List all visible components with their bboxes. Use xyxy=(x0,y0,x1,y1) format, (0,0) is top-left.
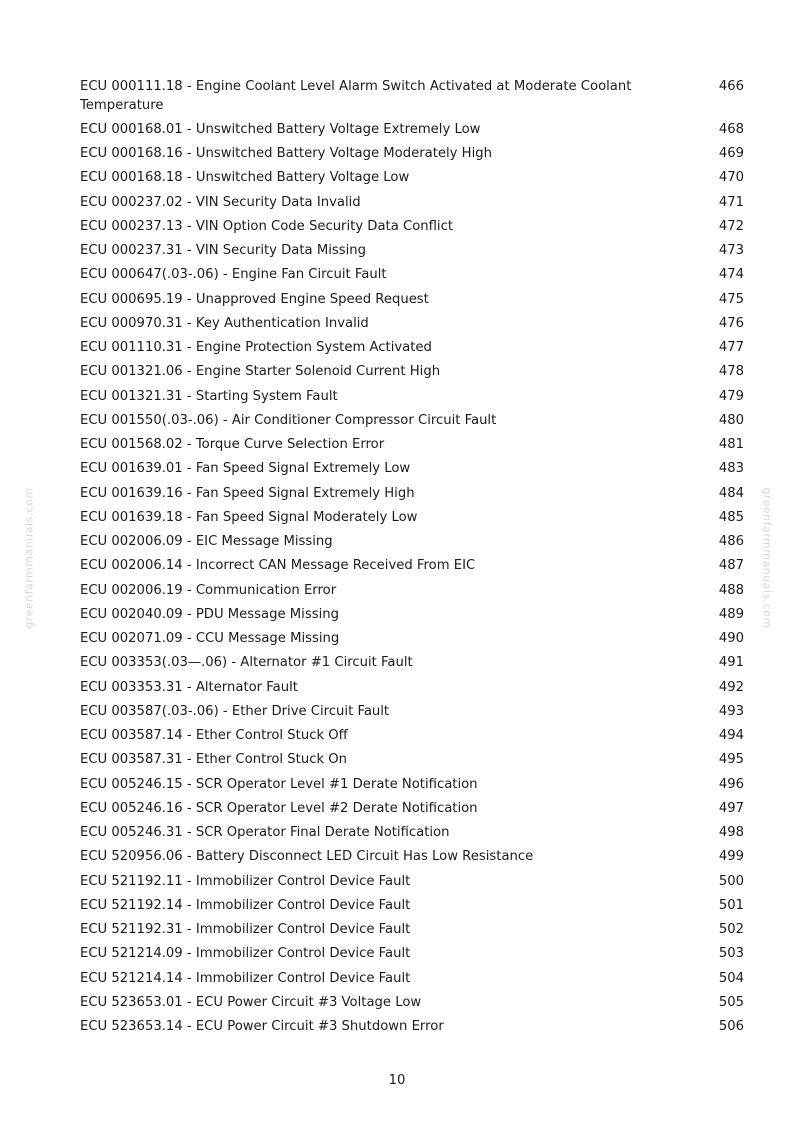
toc-entry[interactable] xyxy=(80,266,744,285)
toc-entry-title: ECU 521192.14 - Immobilizer Control Device Fault xyxy=(80,897,411,913)
toc-entry-title: ECU 523653.14 - ECU Power Circuit #3 Shutdown Error xyxy=(80,1019,444,1034)
toc-entry[interactable] xyxy=(80,848,744,867)
toc-entry[interactable] xyxy=(80,509,744,528)
watermark-right: greenfarmmanuals.com xyxy=(760,487,774,629)
toc-entry[interactable] xyxy=(80,703,744,722)
toc-entry[interactable] xyxy=(80,630,744,649)
toc-entry-title: ECU 005246.31 - SCR Operator Final Derate Notification xyxy=(80,825,450,840)
toc-entry-title: ECU 520956.06 - Battery Disconnect LED Circuit Has Low Resistance xyxy=(80,849,534,865)
toc-entry-title: ECU 001639.16 - Fan Speed Signal Extremely High xyxy=(80,485,415,501)
toc-entry[interactable] xyxy=(80,776,744,795)
toc-entry[interactable] xyxy=(80,291,744,310)
toc-entry-title: ECU 521214.09 - Immobilizer Control Device Fault xyxy=(80,946,411,962)
toc-entry-title: ECU 000237.02 - VIN Security Data Invalid xyxy=(80,194,361,210)
toc-entry[interactable] xyxy=(80,363,744,382)
page-number: 10 xyxy=(388,1073,406,1088)
toc-entry-title: ECU 003353.31 - Alternator Fault xyxy=(80,679,298,695)
toc-entry[interactable] xyxy=(80,751,744,770)
toc-entry[interactable] xyxy=(80,727,744,746)
toc-entry[interactable] xyxy=(80,460,744,479)
toc-entry-page: 489 xyxy=(718,606,744,622)
toc-entry-title: ECU 000237.31 - VIN Security Data Missing xyxy=(80,243,367,258)
toc-entry-page: 492 xyxy=(718,679,744,695)
toc-entry-page: 476 xyxy=(718,315,744,331)
toc-entry-title: ECU 000695.19 - Unapproved Engine Speed Request xyxy=(80,291,429,307)
toc-entry-title: ECU 001321.31 - Starting System Fault xyxy=(80,388,338,404)
toc-entry-page: 468 xyxy=(718,121,744,137)
toc-entry-title: ECU 001321.06 - Engine Starter Solenoid Current High xyxy=(80,364,441,380)
toc-entry[interactable] xyxy=(80,970,744,989)
toc-entry[interactable] xyxy=(80,824,744,843)
toc-entry-page: 491 xyxy=(718,655,744,671)
toc-entry-title: ECU 005246.16 - SCR Operator Level #2 Derate Notification xyxy=(80,800,478,816)
toc-entry-title: ECU 001639.18 - Fan Speed Signal Moderately Low xyxy=(80,509,418,525)
toc-entry-page: 472 xyxy=(718,218,744,234)
toc-entry-page: 500 xyxy=(718,873,744,889)
toc-entry-page: 506 xyxy=(718,1019,744,1034)
toc-entry[interactable] xyxy=(80,218,744,237)
toc-entry[interactable] xyxy=(80,654,744,673)
toc-entry-page: 483 xyxy=(718,461,744,477)
toc-entry-page: 493 xyxy=(718,703,744,719)
toc-entry-title: ECU 001110.31 - Engine Protection System Activated xyxy=(80,340,432,355)
toc-entry-title: ECU 002006.19 - Communication Error xyxy=(80,582,337,598)
toc-entry[interactable] xyxy=(80,121,744,140)
toc-entry[interactable] xyxy=(80,679,744,698)
toc-entry-title: ECU 000970.31 - Key Authentication Invalid xyxy=(80,315,369,331)
toc-entry-page: 503 xyxy=(718,946,744,962)
toc-entry[interactable] xyxy=(80,412,744,431)
toc-entry-page: 504 xyxy=(718,970,744,986)
toc-entry[interactable] xyxy=(80,169,744,188)
toc-entry-title: ECU 002006.09 - EIC Message Missing xyxy=(80,534,333,549)
table-of-contents xyxy=(80,78,744,1042)
toc-entry-page: 499 xyxy=(718,849,744,865)
toc-entry-title: ECU 001568.02 - Torque Curve Selection Error xyxy=(80,437,385,452)
toc-entry-title: ECU 003587(.03-.06) - Ether Drive Circuit Fault xyxy=(80,703,390,719)
toc-entry[interactable] xyxy=(80,436,744,455)
toc-entry[interactable] xyxy=(80,145,744,164)
toc-entry-page: 469 xyxy=(718,146,744,161)
watermark-left: greenfarmmanuals.com xyxy=(22,487,36,629)
toc-entry-page: 470 xyxy=(718,170,744,186)
toc-entry-page: 495 xyxy=(718,752,744,768)
toc-entry-page: 505 xyxy=(718,994,744,1010)
toc-entry-title: ECU 001639.01 - Fan Speed Signal Extremely Low xyxy=(80,461,411,477)
toc-entry-page: 473 xyxy=(718,243,744,258)
toc-entry-title: ECU 000111.18 - Engine Coolant Level Alarm Switch Activated at Moderate Coolant Temperature xyxy=(80,79,632,113)
toc-entry[interactable] xyxy=(80,1018,744,1037)
toc-entry-page: 496 xyxy=(718,776,744,792)
toc-entry[interactable] xyxy=(80,897,744,916)
toc-entry[interactable] xyxy=(80,315,744,334)
toc-entry-title: ECU 000168.16 - Unswitched Battery Voltage Moderately High xyxy=(80,146,492,161)
toc-entry-page: 480 xyxy=(718,412,744,428)
toc-entry[interactable] xyxy=(80,557,744,576)
toc-entry-page: 481 xyxy=(718,437,744,452)
toc-entry-page: 484 xyxy=(718,485,744,501)
toc-entry[interactable] xyxy=(80,606,744,625)
toc-entry[interactable] xyxy=(80,388,744,407)
toc-entry-title: ECU 002006.14 - Incorrect CAN Message Received From EIC xyxy=(80,558,476,574)
toc-entry-page: 479 xyxy=(718,388,744,404)
toc-entry-page: 487 xyxy=(718,558,744,574)
toc-entry-title: ECU 005246.15 - SCR Operator Level #1 Derate Notification xyxy=(80,776,478,792)
toc-entry-page: 485 xyxy=(718,509,744,525)
toc-entry-page: 471 xyxy=(718,194,744,210)
toc-entry[interactable] xyxy=(80,994,744,1013)
toc-entry[interactable] xyxy=(80,485,744,504)
toc-entry[interactable] xyxy=(80,921,744,940)
toc-entry-title: ECU 000168.18 - Unswitched Battery Voltage Low xyxy=(80,170,410,186)
toc-entry-page: 490 xyxy=(718,631,744,646)
toc-entry-title: ECU 521214.14 - Immobilizer Control Device Fault xyxy=(80,970,411,986)
toc-entry[interactable] xyxy=(80,533,744,552)
toc-entry-title: ECU 001550(.03-.06) - Air Conditioner Compressor Circuit Fault xyxy=(80,412,497,428)
toc-entry[interactable] xyxy=(80,194,744,213)
toc-entry-page: 498 xyxy=(718,825,744,840)
toc-entry-page: 475 xyxy=(718,291,744,307)
toc-entry[interactable] xyxy=(80,242,744,261)
toc-entry-page: 502 xyxy=(718,922,744,937)
toc-entry[interactable] xyxy=(80,800,744,819)
toc-entry-page: 497 xyxy=(718,800,744,816)
toc-entry-title: ECU 000168.01 - Unswitched Battery Voltage Extremely Low xyxy=(80,121,481,137)
toc-entry-page: 477 xyxy=(718,340,744,355)
toc-entry-page: 478 xyxy=(718,364,744,380)
toc-entry-page: 494 xyxy=(718,728,744,743)
toc-entry-title: ECU 003587.31 - Ether Control Stuck On xyxy=(80,752,348,768)
toc-entry-title: ECU 521192.31 - Immobilizer Control Device Fault xyxy=(80,922,411,937)
toc-entry[interactable] xyxy=(80,873,744,892)
toc-entry-page: 501 xyxy=(718,897,744,913)
toc-entry-title: ECU 003587.14 - Ether Control Stuck Off xyxy=(80,728,348,743)
toc-entry-title: ECU 000647(.03-.06) - Engine Fan Circuit Fault xyxy=(80,267,387,283)
toc-entry-title: ECU 521192.11 - Immobilizer Control Device Fault xyxy=(80,873,411,889)
toc-entry[interactable] xyxy=(80,78,744,115)
toc-entry-title: ECU 002040.09 - PDU Message Missing xyxy=(80,606,339,622)
toc-entry-title: ECU 003353(.03—.06) - Alternator #1 Circuit Fault xyxy=(80,655,413,671)
toc-entry-page: 488 xyxy=(718,582,744,598)
toc-entry-page: 466 xyxy=(718,79,744,94)
toc-entry[interactable] xyxy=(80,339,744,358)
toc-entry-page: 486 xyxy=(718,534,744,549)
toc-entry-title: ECU 000237.13 - VIN Option Code Security Data Conflict xyxy=(80,218,454,234)
toc-entry[interactable] xyxy=(80,582,744,601)
toc-entry-title: ECU 523653.01 - ECU Power Circuit #3 Voltage Low xyxy=(80,994,422,1010)
toc-entry[interactable] xyxy=(80,945,744,964)
toc-entry-title: ECU 002071.09 - CCU Message Missing xyxy=(80,631,340,646)
toc-entry-page: 474 xyxy=(718,267,744,283)
